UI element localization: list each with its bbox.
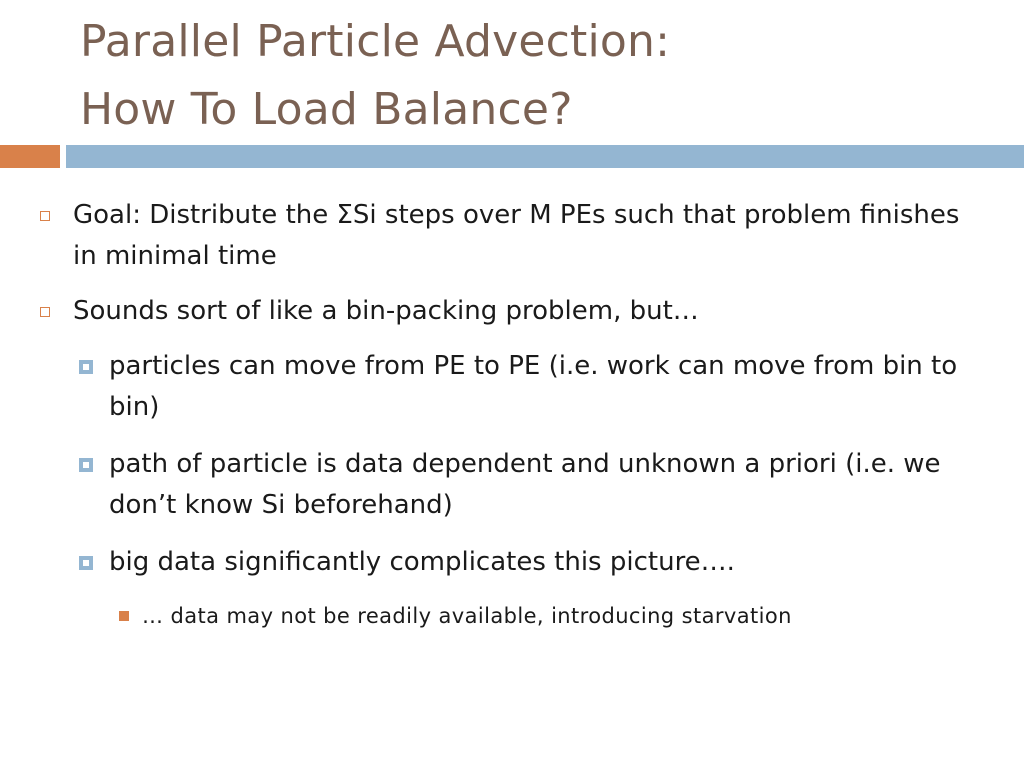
framed-square-bullet-icon — [79, 360, 93, 374]
bullet-list — [0, 195, 1024, 633]
sub-bullet-text: big data significantly complicates this picture…. — [109, 547, 735, 577]
title-line-2: How To Load Balance? — [80, 84, 573, 135]
sub-sub-bullet-text: … data may not be readily available, introducing starvation — [142, 604, 792, 628]
sub-bullet-item — [0, 542, 1024, 583]
sub-bullet-text: path of particle is data dependent and unknown a priori (i.e. we don’t know Si beforehand) — [109, 449, 941, 520]
sub-bullet-item — [0, 444, 1024, 526]
sub-bullet-item — [0, 346, 1024, 428]
bullet-text: Sounds sort of like a bin-packing problem, but… — [73, 296, 699, 326]
hollow-square-bullet-icon — [40, 307, 50, 317]
bullet-text: Goal: Distribute the ΣSi steps over M PEs such that problem finishes in minimal time — [73, 200, 960, 271]
slide-title — [80, 8, 1000, 144]
accent-bar-blue — [66, 145, 1024, 168]
framed-square-bullet-icon — [79, 556, 93, 570]
bullet-item — [0, 195, 1024, 277]
accent-bar-orange — [0, 145, 60, 168]
sub-sub-bullet-item — [0, 599, 1024, 633]
filled-square-bullet-icon — [119, 611, 129, 621]
title-line-1: Parallel Particle Advection: — [80, 16, 671, 67]
hollow-square-bullet-icon — [40, 211, 50, 221]
sub-bullet-text: particles can move from PE to PE (i.e. work can move from bin to bin) — [109, 351, 958, 422]
bullet-item — [0, 291, 1024, 332]
framed-square-bullet-icon — [79, 458, 93, 472]
